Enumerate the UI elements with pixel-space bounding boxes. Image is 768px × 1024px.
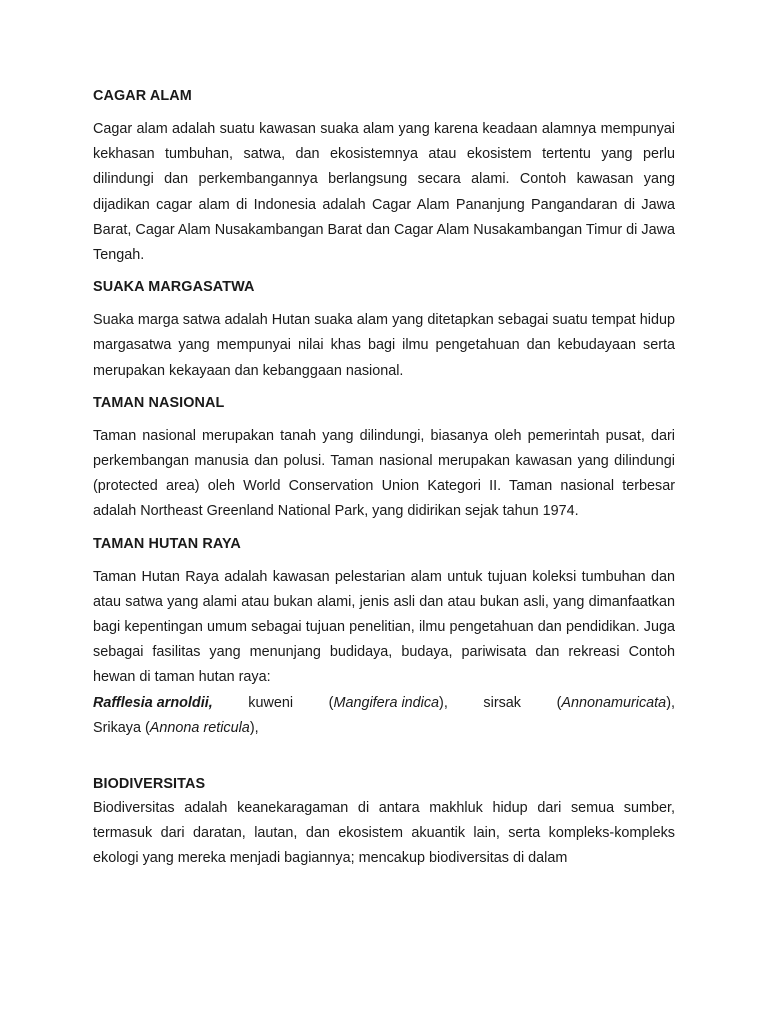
heading-cagar-alam: CAGAR ALAM [93,88,192,104]
species-list-line [93,691,675,716]
paren-close-3: ), [249,719,259,736]
paragraph-taman-hutan-raya: Taman Hutan Raya adalah kawasan pelestarian alam untuk tujuan koleksi tumbuhan dan atau satwa yang alami atau bukan alami, jenis asli dan atau bukan asli, yang dimanfaatkan bagi kepentingan umum sebagai tujuan penelitian, ilmu pengetahuan dan pendidikan. Juga sebagai fasilitas yang menunjang budidaya, budaya, pariwisata dan rekreasi Contoh hewan di taman hutan raya: [93,568,675,686]
heading-suaka-margasatwa: SUAKA MARGASATWA [93,279,255,296]
species-annona-reticula: Annona reticula [149,719,250,736]
paragraph-cagar-alam: Cagar alam adalah suatu kawasan suaka alam yang karena keadaan alamnya mempunyai kekhasan tumbuhan, satwa, dan ekosistemnya atau ekosistem tertentu yang perlu dilindungi dan perkembangannya berlangsung secara alami. Contoh kawasan yang dijadikan cagar alam di Indonesia adalah Cagar Alam Pananjung Pangandaran di Jawa Barat, Cagar Alam Nusakambangan Barat dan Cagar Alam Nusakambangan Timur di Jawa Tengah. [93,121,675,264]
species-annonamuricata-group [557,691,675,716]
species-annonamuricata: Annonamuricata [561,694,667,711]
species-mangifera: Mangifera indica [333,694,440,711]
species-kuweni: kuweni [248,694,294,711]
paren-close: ), [439,694,448,711]
heading-taman-nasional: TAMAN NASIONAL [93,394,225,411]
paren-open-3: ( [141,719,150,736]
document-page [93,86,675,872]
paragraph-suaka-margasatwa: Suaka marga satwa adalah Hutan suaka alam yang ditetapkan sebagai suatu tempat hidup margasatwa yang mempunyai nilai khas bagi ilmu pengetahuan dan kebudayaan serta merupakan kekayaan dan kebanggaan nasional. [93,312,675,379]
heading-biodiversitas: BIODIVERSITAS [93,776,206,793]
species-sirsak: sirsak [483,694,522,711]
paragraph-taman-nasional: Taman nasional merupakan tanah yang dilindungi, biasanya oleh pemerintah pusat, dari perkembangan manusia dan polusi. Taman nasional merupakan kawasan yang dilindungi (protected area) oleh World Conservation Union Kategori II. Taman nasional terbesar adalah Northeast Greenland National Park, yang didirikan sejak tahun 1974. [93,427,675,520]
species-srikaya: Srikaya [93,719,141,736]
paren-open: ( [328,694,334,711]
species-srikaya-line [93,716,675,741]
paragraph-biodiversitas: Biodiversitas adalah keanekaragaman di antara makhluk hidup dari semua sumber, termasuk dari daratan, lautan, dan ekosistem akuantik lain, serta kompleks-kompleks ekologi yang mereka menjadi bagiannya; mencakup biodiversitas di dalam [93,800,675,867]
paren-close-2: ), [666,694,675,711]
species-mangifera-group [329,691,448,716]
paren-open-2: ( [556,694,562,711]
heading-taman-hutan-raya: TAMAN HUTAN RAYA [93,535,241,552]
species-rafflesia: Rafflesia arnoldii, [93,694,213,711]
